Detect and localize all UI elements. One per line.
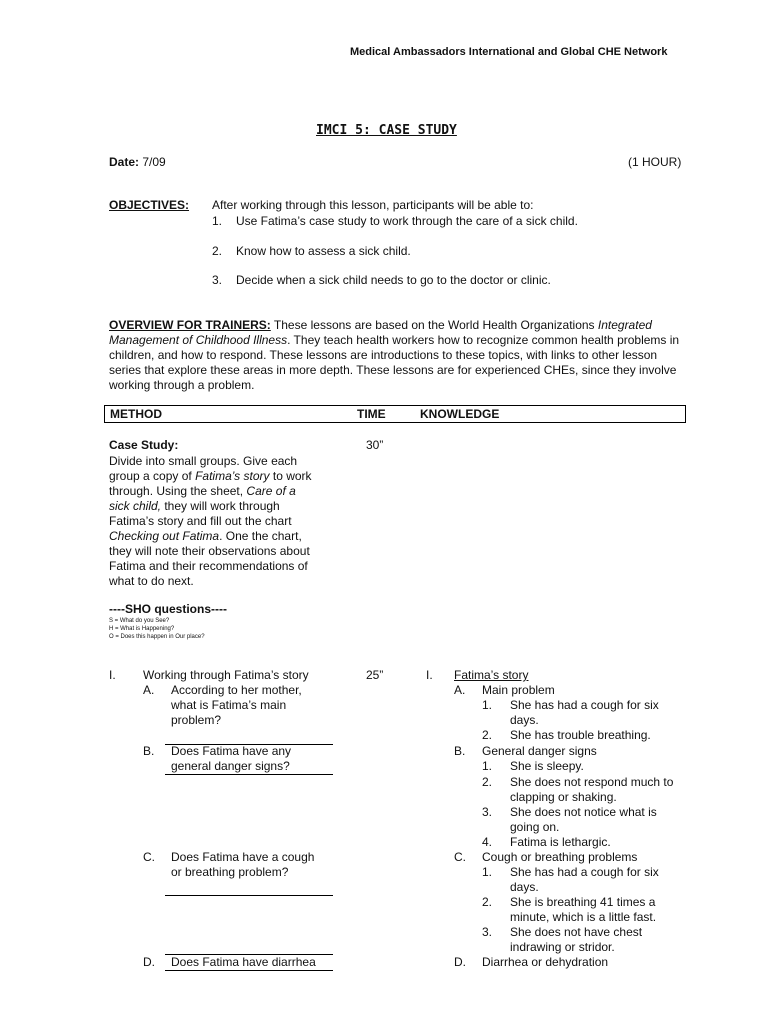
item-text: She is breathing 41 times a minute, which is a little fast. [510,895,657,924]
question-letter: C. [143,850,155,864]
item-num: 1. [482,759,493,773]
question-c: Does Fatima have a cough or breathing problem? [171,850,315,879]
objective-text: Know how to assess a sick child. [236,244,411,258]
item-text: She has trouble breathing. [510,728,651,742]
knowledge-header: KNOWLEDGE [420,407,500,421]
sho-line: H = What is Happening? [109,626,175,632]
item-num: 2. [482,895,493,909]
item-text: She does not notice what is going on. [510,805,657,834]
knowledge-roman: I. [426,668,433,682]
item-text: She has had a cough for six days. [510,698,659,727]
section-letter: B. [454,744,466,758]
item-text: Fatima is lethargic. [510,835,611,849]
case-study-time: 30” [366,438,384,452]
sho-line: O = Does this happen in Our place? [109,634,205,640]
objective-num: 3. [212,273,223,287]
item-num: 3. [482,925,493,939]
case-line: Fatima’s story and fill out the chart [109,514,292,528]
question-letter: B. [143,744,155,758]
item-text: She is sleepy. [510,759,584,773]
page-title: IMCI 5: CASE STUDY [316,123,457,138]
answer-line [165,970,333,971]
item-num: 1. [482,698,493,712]
case-line: sick child, they will work through [109,499,280,513]
objective-item-2 [212,244,411,258]
question-letter: D. [143,955,155,969]
objective-item-1 [212,214,578,228]
time-header: TIME [357,407,386,421]
item-num: 4. [482,835,493,849]
overview-italic: Management of Childhood Illness [109,333,288,347]
section-title: General danger signs [482,744,597,758]
item-text: She does not have chest indrawing or stridor. [510,925,643,954]
objective-text: Decide when a sick child needs to go to the doctor or clinic. [236,273,551,287]
organization-header: Medical Ambassadors International and Global CHE Network [350,46,668,58]
section-title: Main problem [482,683,555,697]
sho-line: S = What do you See? [109,618,170,624]
case-line: Divide into small groups. Give each [109,454,298,468]
overview-label: OVERVIEW FOR TRAINERS: [109,318,271,332]
working-time: 25” [366,668,384,682]
date-value: 7/09 [142,155,166,169]
item-text: She has had a cough for six days. [510,865,659,894]
case-line: Fatima and their recommendations of [109,559,308,573]
item-text: She does not respond much to clapping or shaking. [510,775,674,804]
overview-text: . They teach health workers how to recognize common health problems in children, and how to respond. These lessons are introductions to these topics, with links to other lesson series that explore these areas in more depth. These lessons are for experienced CHEs, since they involve working through a problem. [109,333,680,392]
answer-line [165,895,333,896]
question-b: Does Fatima have any general danger signs? [171,744,292,773]
section-letter: C. [454,850,466,864]
section-title: Cough or breathing problems [482,850,638,864]
item-num: 2. [482,728,493,742]
objectives-intro: After working through this lesson, participants will be able to: [212,198,534,212]
objective-num: 2. [212,244,223,258]
question-a: According to her mother, what is Fatima’s main problem? [171,683,302,727]
case-line: through. Using the sheet, Care of a [109,484,296,498]
item-num: 2. [482,775,493,789]
objective-num: 1. [212,214,223,228]
section-letter: A. [454,683,466,697]
working-title: Working through Fatima’s story [143,668,309,682]
method-header-box [104,405,686,423]
objectives-label: OBJECTIVES: [109,198,190,212]
objective-text: Use Fatima’s case study to work through the care of a sick child. [236,214,578,228]
objective-item-3 [212,273,551,287]
sho-heading: ----SHO questions---- [109,602,227,616]
section-title: Diarrhea or dehydration [482,955,609,969]
overview-italic: Integrated [597,318,652,332]
section-letter: D. [454,955,466,969]
case-line: group a copy of Fatima’s story to work [109,469,312,483]
question-letter: A. [143,683,155,697]
case-study-body [109,454,312,589]
case-line: Checking out Fatima. One the chart, [109,529,302,543]
method-header: METHOD [110,407,162,421]
item-num: 1. [482,865,493,879]
answer-line [165,774,333,775]
sho-list [109,617,205,641]
overview-text: These lessons are based on the World Health Organizations [270,318,598,332]
overview-paragraph [109,318,681,393]
duration: (1 HOUR) [628,155,682,169]
knowledge-title: Fatima’s story [454,668,529,682]
case-line: what to do next. [109,574,194,588]
question-d: Does Fatima have diarrhea [171,955,316,969]
case-line: they will note their observations about [109,544,310,558]
working-roman: I. [109,668,116,682]
date-label: Date: [109,155,140,169]
item-num: 3. [482,805,493,819]
date-line [109,155,166,169]
case-study-heading: Case Study: [109,438,179,452]
